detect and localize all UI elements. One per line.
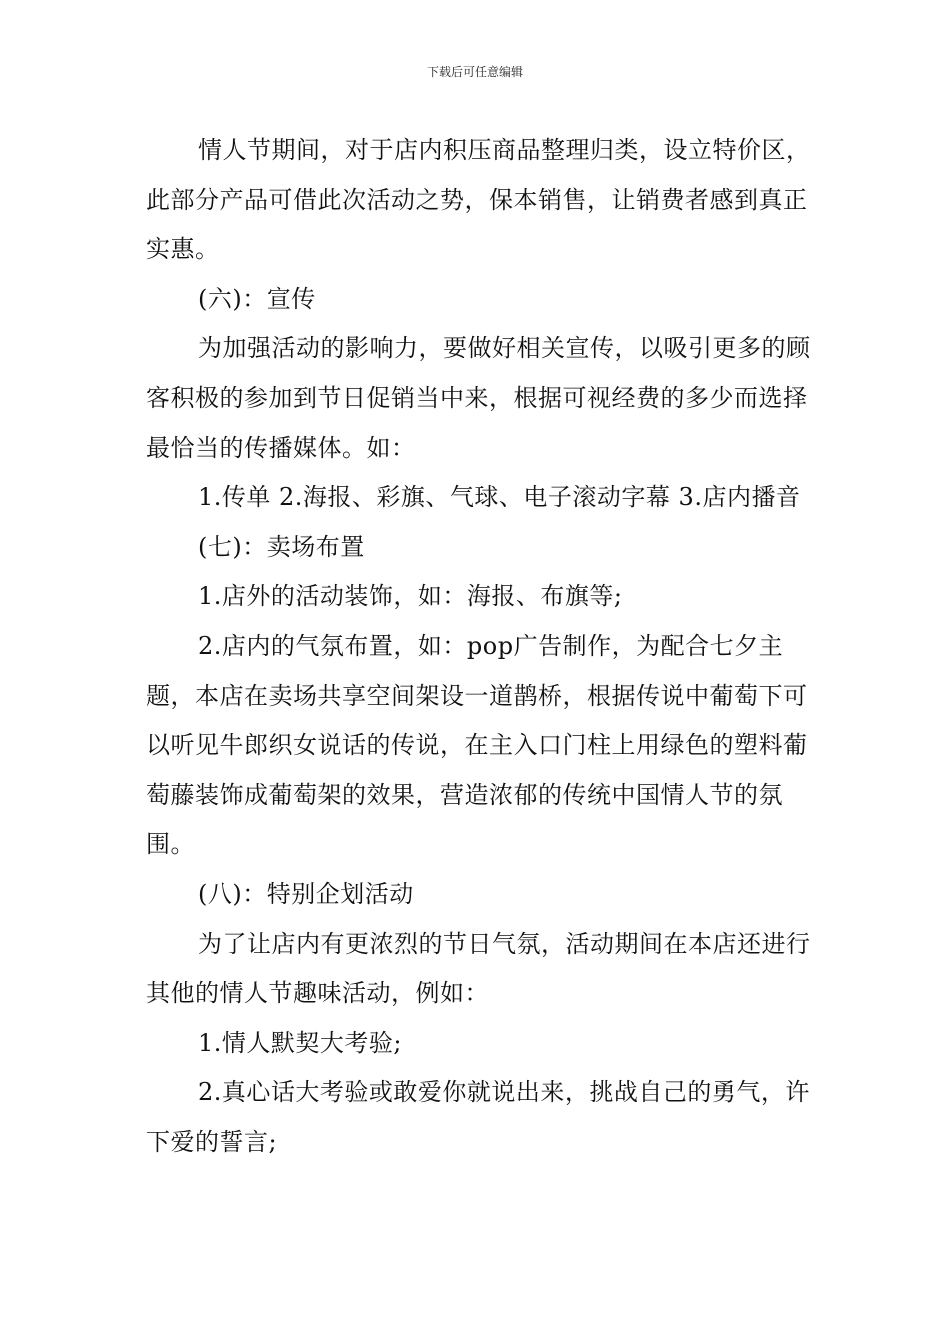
paragraph-event-2: 2.真心话大考验或敢爱你就说出来，挑战自己的勇气，许下爱的誓言; (146, 1078, 810, 1156)
section-heading-promotion: (六)：宣传 (198, 284, 316, 313)
paragraph-promotion-intro: 为加强活动的影响力，要做好相关宣传，以吸引更多的顾客积极的参加到节日促销当中来，根据可视经费的多少而选择最恰当的传播媒体。如： (146, 334, 811, 462)
section-heading-special-events: (八)：特别企划活动 (198, 879, 414, 908)
section-heading-store-layout: (七)：卖场布置 (198, 532, 365, 561)
paragraph-discount-zone: 情人节期间，对于店内积压商品整理归类，设立特价区，此部分产品可借此次活动之势，保本销售，让销费者感到真正实惠。 (146, 136, 811, 264)
paragraph-special-events-intro: 为了让店内有更浓烈的节日气氛，活动期间在本店还进行其他的情人节趣味活动，例如： (146, 929, 811, 1008)
paragraph-outdoor-decoration: 1.店外的活动装饰，如：海报、布旗等; (198, 582, 623, 611)
page-header: 下载后可任意编辑 (426, 65, 523, 79)
paragraph-indoor-decoration: 2.店内的气氛布置，如：pop广告制作，为配合七夕主题，本店在卖场共享空间架设一道鹊桥，根据传说中葡萄下可以听见牛郎织女说话的传说，在主入口门柱上用绿色的塑料葡萄藤装饰成葡萄架的效果，营造浓郁的传统中国情人节的氛围。 (146, 631, 808, 859)
document-body (146, 126, 816, 1167)
paragraph-promotion-media: 1.传单 2.海报、彩旗、气球、电子滚动字幕 3.店内播音 (198, 483, 801, 512)
paragraph-event-1: 1.情人默契大考验; (198, 1028, 402, 1057)
